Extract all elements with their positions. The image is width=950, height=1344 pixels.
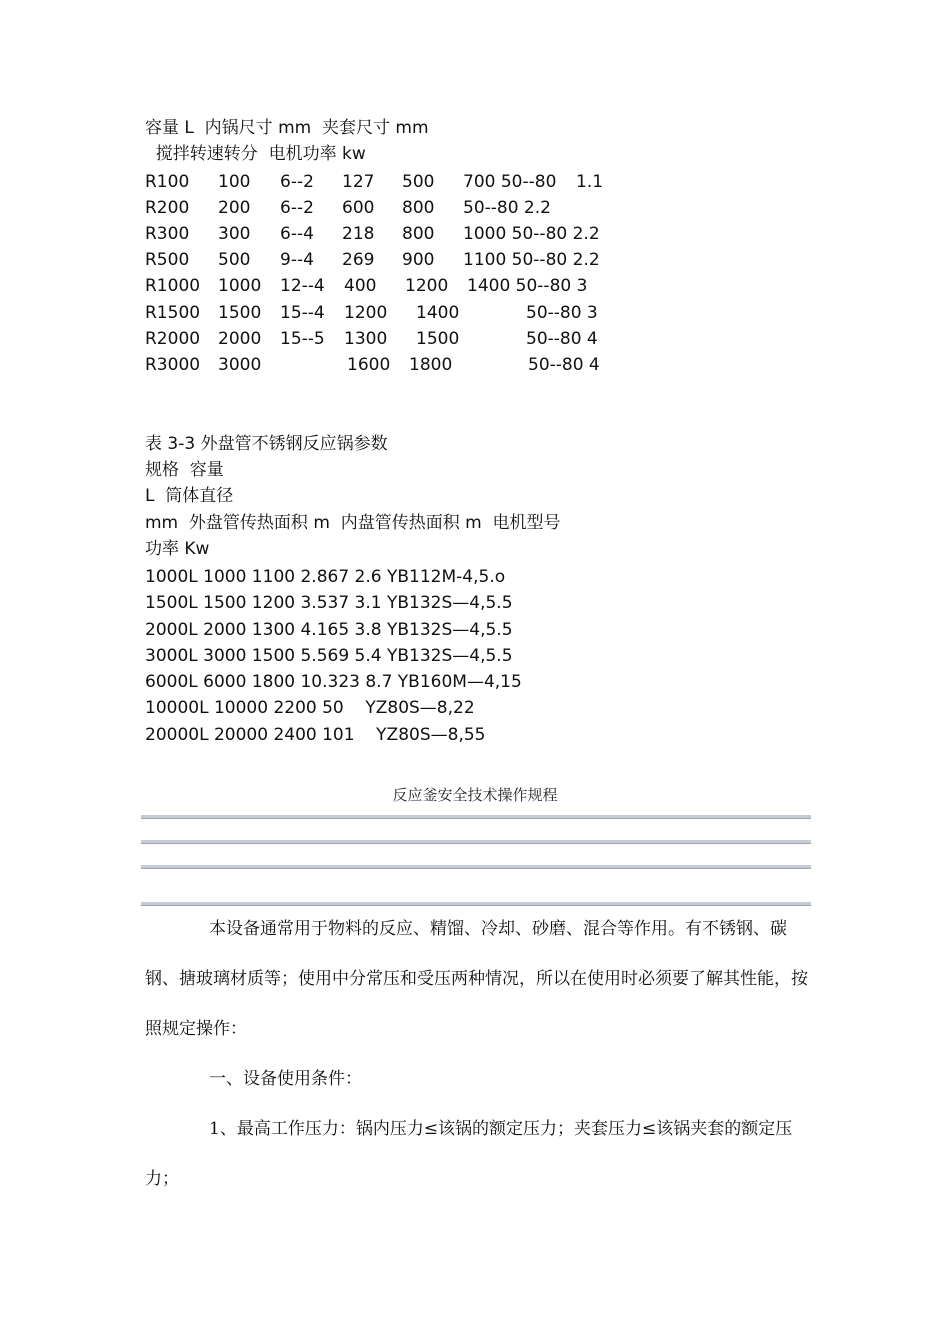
- table1-cell: 1.1: [576, 172, 604, 192]
- table1-cell: 127: [342, 172, 375, 192]
- table1-cell: R3000: [145, 355, 201, 375]
- divider: [141, 865, 811, 869]
- table1-cell: 1300: [344, 329, 388, 349]
- table1-cell: 1600: [347, 355, 391, 375]
- table1-cell: 1500: [416, 329, 460, 349]
- table1-cell: 700 50--80: [463, 172, 557, 192]
- table2-row: 20000L 20000 2400 101 YZ80S—8,55: [145, 725, 486, 745]
- table1-cell: 500: [402, 172, 435, 192]
- table2-row: 6000L 6000 1800 10.323 8.7 YB160M—4,15: [145, 672, 522, 692]
- table1-cell: 1000: [218, 276, 262, 296]
- table1-cell: 100: [218, 172, 251, 192]
- table1-cell: R2000: [145, 329, 201, 349]
- table1-cell: 6--2: [280, 198, 314, 218]
- table1-cell: 500: [218, 250, 251, 270]
- table1-cell: 218: [342, 224, 375, 244]
- table2-row: 10000L 10000 2200 50 YZ80S—8,22: [145, 698, 475, 718]
- table1-cell: R100: [145, 172, 190, 192]
- table1-cell: R300: [145, 224, 190, 244]
- table1-cell: R500: [145, 250, 190, 270]
- section-heading: 一、设备使用条件：: [209, 1069, 362, 1089]
- table1-cell: 600: [342, 198, 375, 218]
- table1-cell: 50--80 4: [526, 329, 598, 349]
- table1-cell: 50--80 4: [528, 355, 600, 375]
- table1-header-line-1: 容量 L 内锅尺寸 mm 夹套尺寸 mm: [145, 118, 429, 138]
- table1-header-line-2: 搅拌转速转分 电机功率 kw: [145, 144, 366, 164]
- divider: [141, 815, 811, 819]
- table2-title: 表 3-3 外盘管不锈钢反应锅参数: [145, 434, 388, 454]
- intro-paragraph: 本设备通常用于物料的反应、精馏、冷却、砂磨、混合等作用。有不锈钢、碳钢、搪玻璃材质等；使用中分常压和受压两种情况，所以在使用时必须要了解其性能，按照规定操作：: [145, 919, 808, 1039]
- table1-cell: 2000: [218, 329, 262, 349]
- table1-cell: 12--4: [280, 276, 325, 296]
- table1-cell: 1100 50--80 2.2: [463, 250, 600, 270]
- table1-cell: 50--80 3: [526, 303, 598, 323]
- divider: [141, 840, 811, 844]
- table1-cell: 1400: [416, 303, 460, 323]
- table2-row: 2000L 2000 1300 4.165 3.8 YB132S—4,5.5: [145, 620, 513, 640]
- table1-cell: 6--2: [280, 172, 314, 192]
- table1-cell: 800: [402, 198, 435, 218]
- table1-cell: 900: [402, 250, 435, 270]
- table1-cell: 9--4: [280, 250, 314, 270]
- table1-cell: 1200: [405, 276, 449, 296]
- table2-row: 1000L 1000 1100 2.867 2.6 YB112M-4,5.o: [145, 567, 506, 587]
- table1-cell: 1500: [218, 303, 262, 323]
- table1-cell: 50--80 2.2: [463, 198, 551, 218]
- table1-cell: 269: [342, 250, 375, 270]
- table2-header-line: L 筒体直径: [145, 486, 234, 506]
- table2-row: 3000L 3000 1500 5.569 5.4 YB132S—4,5.5: [145, 646, 513, 666]
- table2-row: 1500L 1500 1200 3.537 3.1 YB132S—4,5.5: [145, 593, 513, 613]
- table1-cell: 1200: [344, 303, 388, 323]
- table1-cell: 15--4: [280, 303, 325, 323]
- table1-cell: R1000: [145, 276, 201, 296]
- table1-cell: R200: [145, 198, 190, 218]
- list-item: 1、最高工作压力：锅内压力≤该锅的额定压力；夹套压力≤该锅夹套的额定压力；: [145, 1119, 793, 1189]
- table1-cell: R1500: [145, 303, 201, 323]
- table1-cell: 1000 50--80 2.2: [463, 224, 600, 244]
- table1-cell: 3000: [218, 355, 262, 375]
- table1-cell: 200: [218, 198, 251, 218]
- table1-cell: 15--5: [280, 329, 325, 349]
- table1-cell: 300: [218, 224, 251, 244]
- table1-cell: 1400 50--80 3: [467, 276, 588, 296]
- section-title: 反应釜安全技术操作规程: [392, 786, 558, 804]
- table1-cell: 400: [344, 276, 377, 296]
- table2-header-line: 规格 容量: [145, 460, 224, 480]
- table2-header-line: 功率 Kw: [145, 539, 210, 559]
- table1-cell: 1800: [409, 355, 453, 375]
- table1-cell: 800: [402, 224, 435, 244]
- table1-cell: 6--4: [280, 224, 314, 244]
- table2-header-line: mm 外盘管传热面积 m 内盘管传热面积 m 电机型号: [145, 513, 561, 533]
